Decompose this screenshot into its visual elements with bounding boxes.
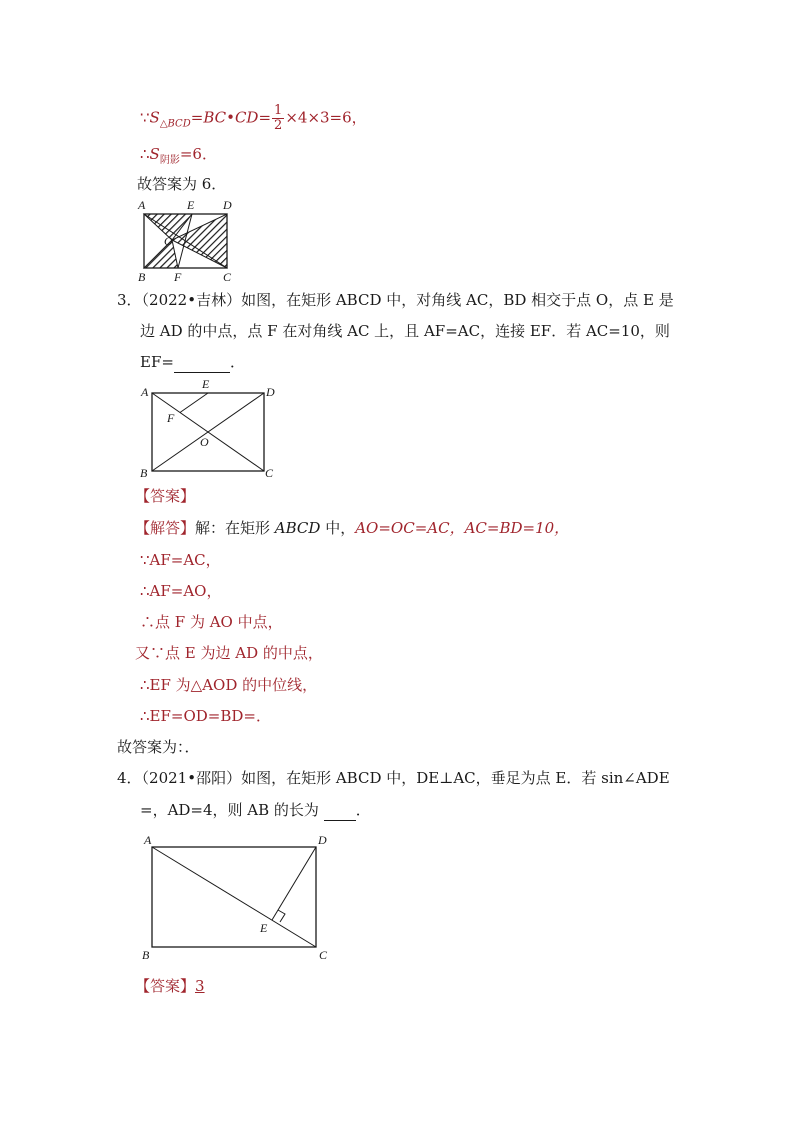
q3-line-2: 边 AD 的中点，点 F 在对角线 AC 上，且 AF=AC，连接 EF．若 AC=10，则 (140, 322, 670, 340)
q3-step-3: ∴点 F 为 AO 中点， (140, 613, 283, 631)
q4-label-b: B (142, 948, 150, 962)
fig1-label-f: F (174, 270, 182, 284)
fig1-label-c: C (223, 270, 232, 284)
segment-ef (180, 393, 208, 413)
q3-label-d: D (266, 385, 275, 399)
q4-number: 4． (117, 769, 142, 787)
q3-step-5: ∴EF 为△AOD 的中位线， (140, 676, 318, 694)
q3-solution-line: 【解答】解：在矩形 ABCD 中，AO=OC=AC，AC=BD=10， (135, 519, 570, 537)
figure-q4-rectangle (138, 830, 338, 965)
intro-line-3: 故答案为 6． (137, 175, 227, 193)
q3-number: 3． (117, 291, 142, 309)
fraction-one-half: $\frac{1}{2}$ (274, 103, 283, 133)
shaded-triangle-ofb (144, 240, 178, 268)
q3-label-f: F (167, 411, 175, 425)
q3-label-e: E (202, 377, 210, 391)
q3-answer-label: 【答案】 (135, 487, 196, 505)
q4-label-e: E (260, 921, 268, 935)
figure-q3-rectangle (132, 376, 282, 481)
q3-line-1: 3．（2022•吉林）如图，在矩形 ABCD 中，对角线 AC，BD 相交于点 O，点 E 是 (117, 291, 674, 309)
q3-answer-blank (174, 352, 230, 373)
q4-label-c: C (319, 948, 328, 962)
q3-step-1: ∵AF=AC， (140, 551, 221, 569)
q3-step-2: ∴AF=AO， (140, 582, 222, 600)
fig1-label-d: D (223, 198, 232, 212)
fig1-label-e: E (187, 198, 195, 212)
diagonal-ac (152, 847, 316, 947)
q4-line-2: =，AD=4，则 AB 的长为 ． (140, 801, 371, 819)
right-angle-mark (278, 910, 285, 922)
q3-label-a: A (141, 385, 149, 399)
q4-answer-line: 【答案】3 (135, 977, 205, 995)
q3-step-4: 又∵点 E 为边 AD 的中点， (135, 644, 323, 662)
q3-step-6: ∴EF=OD=BD=． (140, 707, 271, 725)
fig1-label-a: A (138, 198, 146, 212)
intro-line-1: $\because S_{\triangle BCD}=BC•CD=$ $\frac{1}{2}$ ×4×3=6， (140, 103, 367, 133)
q4-answer-blank (324, 800, 356, 821)
q3-line-3: EF= ． (140, 353, 245, 371)
fig1-label-o: O (164, 234, 173, 248)
perpendicular-de (272, 847, 316, 920)
q3-label-o: O (200, 435, 209, 449)
q3-label-c: C (265, 466, 274, 480)
q4-label-d: D (318, 833, 327, 847)
intro-line-2: $\therefore S_{阴影}=6$． (140, 145, 217, 166)
q3-label-b: B (140, 466, 148, 480)
fig1-label-b: B (138, 270, 146, 284)
figure-1-shaded-rectangle (132, 196, 252, 286)
q4-answer-value: 3 (195, 977, 205, 995)
q3-conclusion: 故答案为：． (117, 738, 200, 756)
q4-line-1: 4．（2021•邵阳）如图，在矩形 ABCD 中，DE⊥AC，垂足为点 E．若 sin∠ADE (117, 769, 670, 787)
q4-label-a: A (144, 833, 152, 847)
